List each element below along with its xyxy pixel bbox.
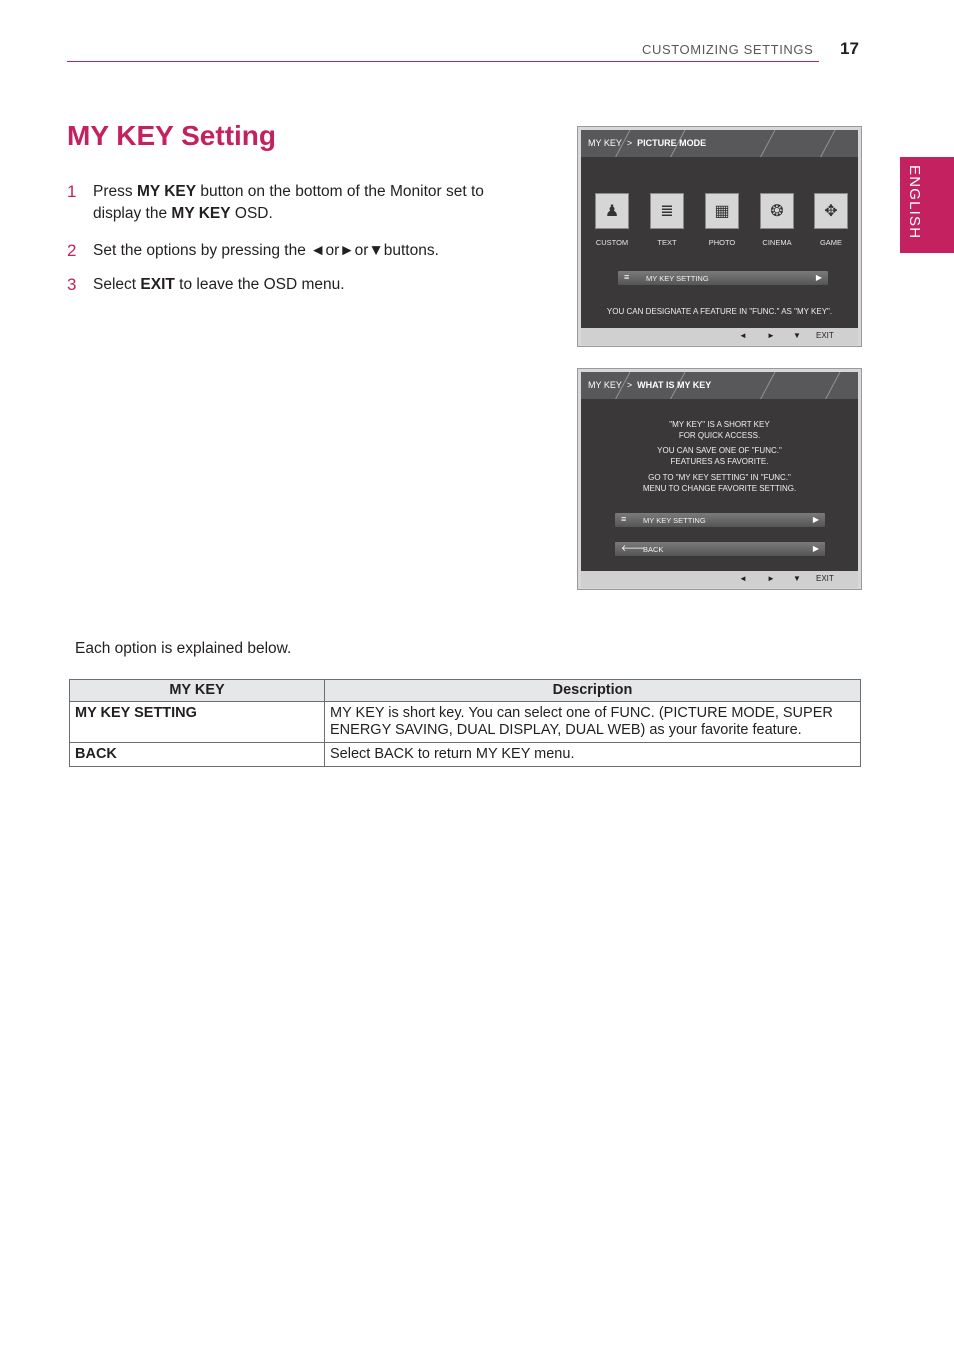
osd-header [581, 130, 858, 157]
step-number: 2 [67, 241, 77, 260]
language-tab [900, 157, 954, 253]
osd-line: FOR QUICK ACCESS. [678, 431, 761, 440]
intro-text: Each option is explained below. [75, 640, 292, 657]
right-arrow-icon[interactable]: ► [767, 331, 775, 340]
step-text: Set the options by pressing the ◄or►or▼buttons. [93, 242, 439, 259]
back-bar[interactable]: 🡐 BACK ▶ [615, 542, 825, 556]
option-name: MY KEY SETTING [70, 702, 325, 743]
osd-line: YOU CAN SAVE ONE OF "FUNC." [657, 446, 782, 455]
menu-icon: ≡ [621, 514, 627, 524]
option-name: BACK [70, 743, 325, 767]
down-arrow-icon[interactable]: ▼ [793, 574, 801, 583]
arrow-right-icon: ▶ [812, 544, 819, 553]
left-arrow-icon[interactable]: ◄ [739, 574, 747, 583]
osd-footer [581, 328, 858, 345]
step-text: Press MY KEY button on the bottom of the Monitor set to display the MY KEY OSD. [93, 183, 484, 222]
osd-body [581, 399, 858, 571]
page-title: MY KEY Setting [67, 120, 277, 151]
step-number: 1 [67, 182, 77, 201]
cinema-mode-icon[interactable]: ❂ [760, 193, 794, 229]
right-arrow-icon[interactable]: ► [767, 574, 775, 583]
osd-screenshot-picture-mode [577, 126, 862, 347]
option-description: Select BACK to return MY KEY menu. [325, 743, 861, 767]
osd-line: GO TO "MY KEY SETTING" IN "FUNC." [648, 473, 791, 482]
osd-note: YOU CAN DESIGNATE A FEATURE IN "FUNC." AS "MY KEY". [606, 307, 833, 316]
game-mode-icon[interactable]: ✥ [814, 193, 848, 229]
custom-mode-icon[interactable]: ♟ [595, 193, 629, 229]
table-row [70, 702, 861, 743]
running-header: CUSTOMIZING SETTINGS [642, 42, 814, 57]
arrow-right-icon: ▶ [815, 273, 822, 282]
photo-mode-icon[interactable]: ▦ [705, 193, 739, 229]
mode-label: CUSTOM [595, 238, 629, 247]
back-arrow-icon: 🡐 [621, 543, 646, 553]
language-tab-label: ENGLISH [906, 165, 923, 240]
table-row [70, 743, 861, 767]
osd-footer [581, 571, 858, 588]
column-header: MY KEY [70, 680, 325, 702]
osd-screenshot-what-is-my-key [577, 368, 862, 590]
mode-label: TEXT [657, 238, 677, 247]
osd-breadcrumb: MY KEY > WHAT IS MY KEY [588, 380, 712, 390]
arrow-right-icon: ▶ [812, 515, 819, 524]
column-header: Description [325, 680, 861, 702]
text-mode-icon[interactable]: ≣ [650, 193, 684, 229]
osd-line: "MY KEY" IS A SHORT KEY [669, 420, 770, 429]
table-header-row [70, 680, 861, 702]
my-key-setting-bar[interactable]: ≡ MY KEY SETTING ▶ [618, 271, 828, 285]
options-table [69, 679, 861, 767]
osd-body [581, 157, 858, 328]
exit-button[interactable]: EXIT [816, 574, 834, 583]
mode-label: PHOTO [708, 238, 736, 247]
page-number: 17 [840, 39, 859, 58]
step-number: 3 [67, 275, 77, 294]
menu-icon: ≡ [624, 272, 630, 282]
down-arrow-icon[interactable]: ▼ [793, 331, 801, 340]
option-description: MY KEY is short key. You can select one of FUNC. (PICTURE MODE, SUPER ENERGY SAVING, DUAL DISPLAY, DUAL WEB) as your favorite feature. [325, 702, 861, 743]
header-rule [67, 61, 819, 62]
mode-label: GAME [819, 238, 843, 247]
osd-breadcrumb: MY KEY > PICTURE MODE [588, 138, 707, 148]
osd-line: MENU TO CHANGE FAVORITE SETTING. [642, 484, 797, 493]
osd-header [581, 372, 858, 399]
step-text: Select EXIT to leave the OSD menu. [93, 276, 345, 293]
my-key-setting-bar[interactable]: ≡ MY KEY SETTING ▶ [615, 513, 825, 527]
osd-line: FEATURES AS FAVORITE. [670, 457, 769, 466]
left-arrow-icon[interactable]: ◄ [739, 331, 747, 340]
mode-label: CINEMA [762, 238, 792, 247]
exit-button[interactable]: EXIT [816, 331, 834, 340]
